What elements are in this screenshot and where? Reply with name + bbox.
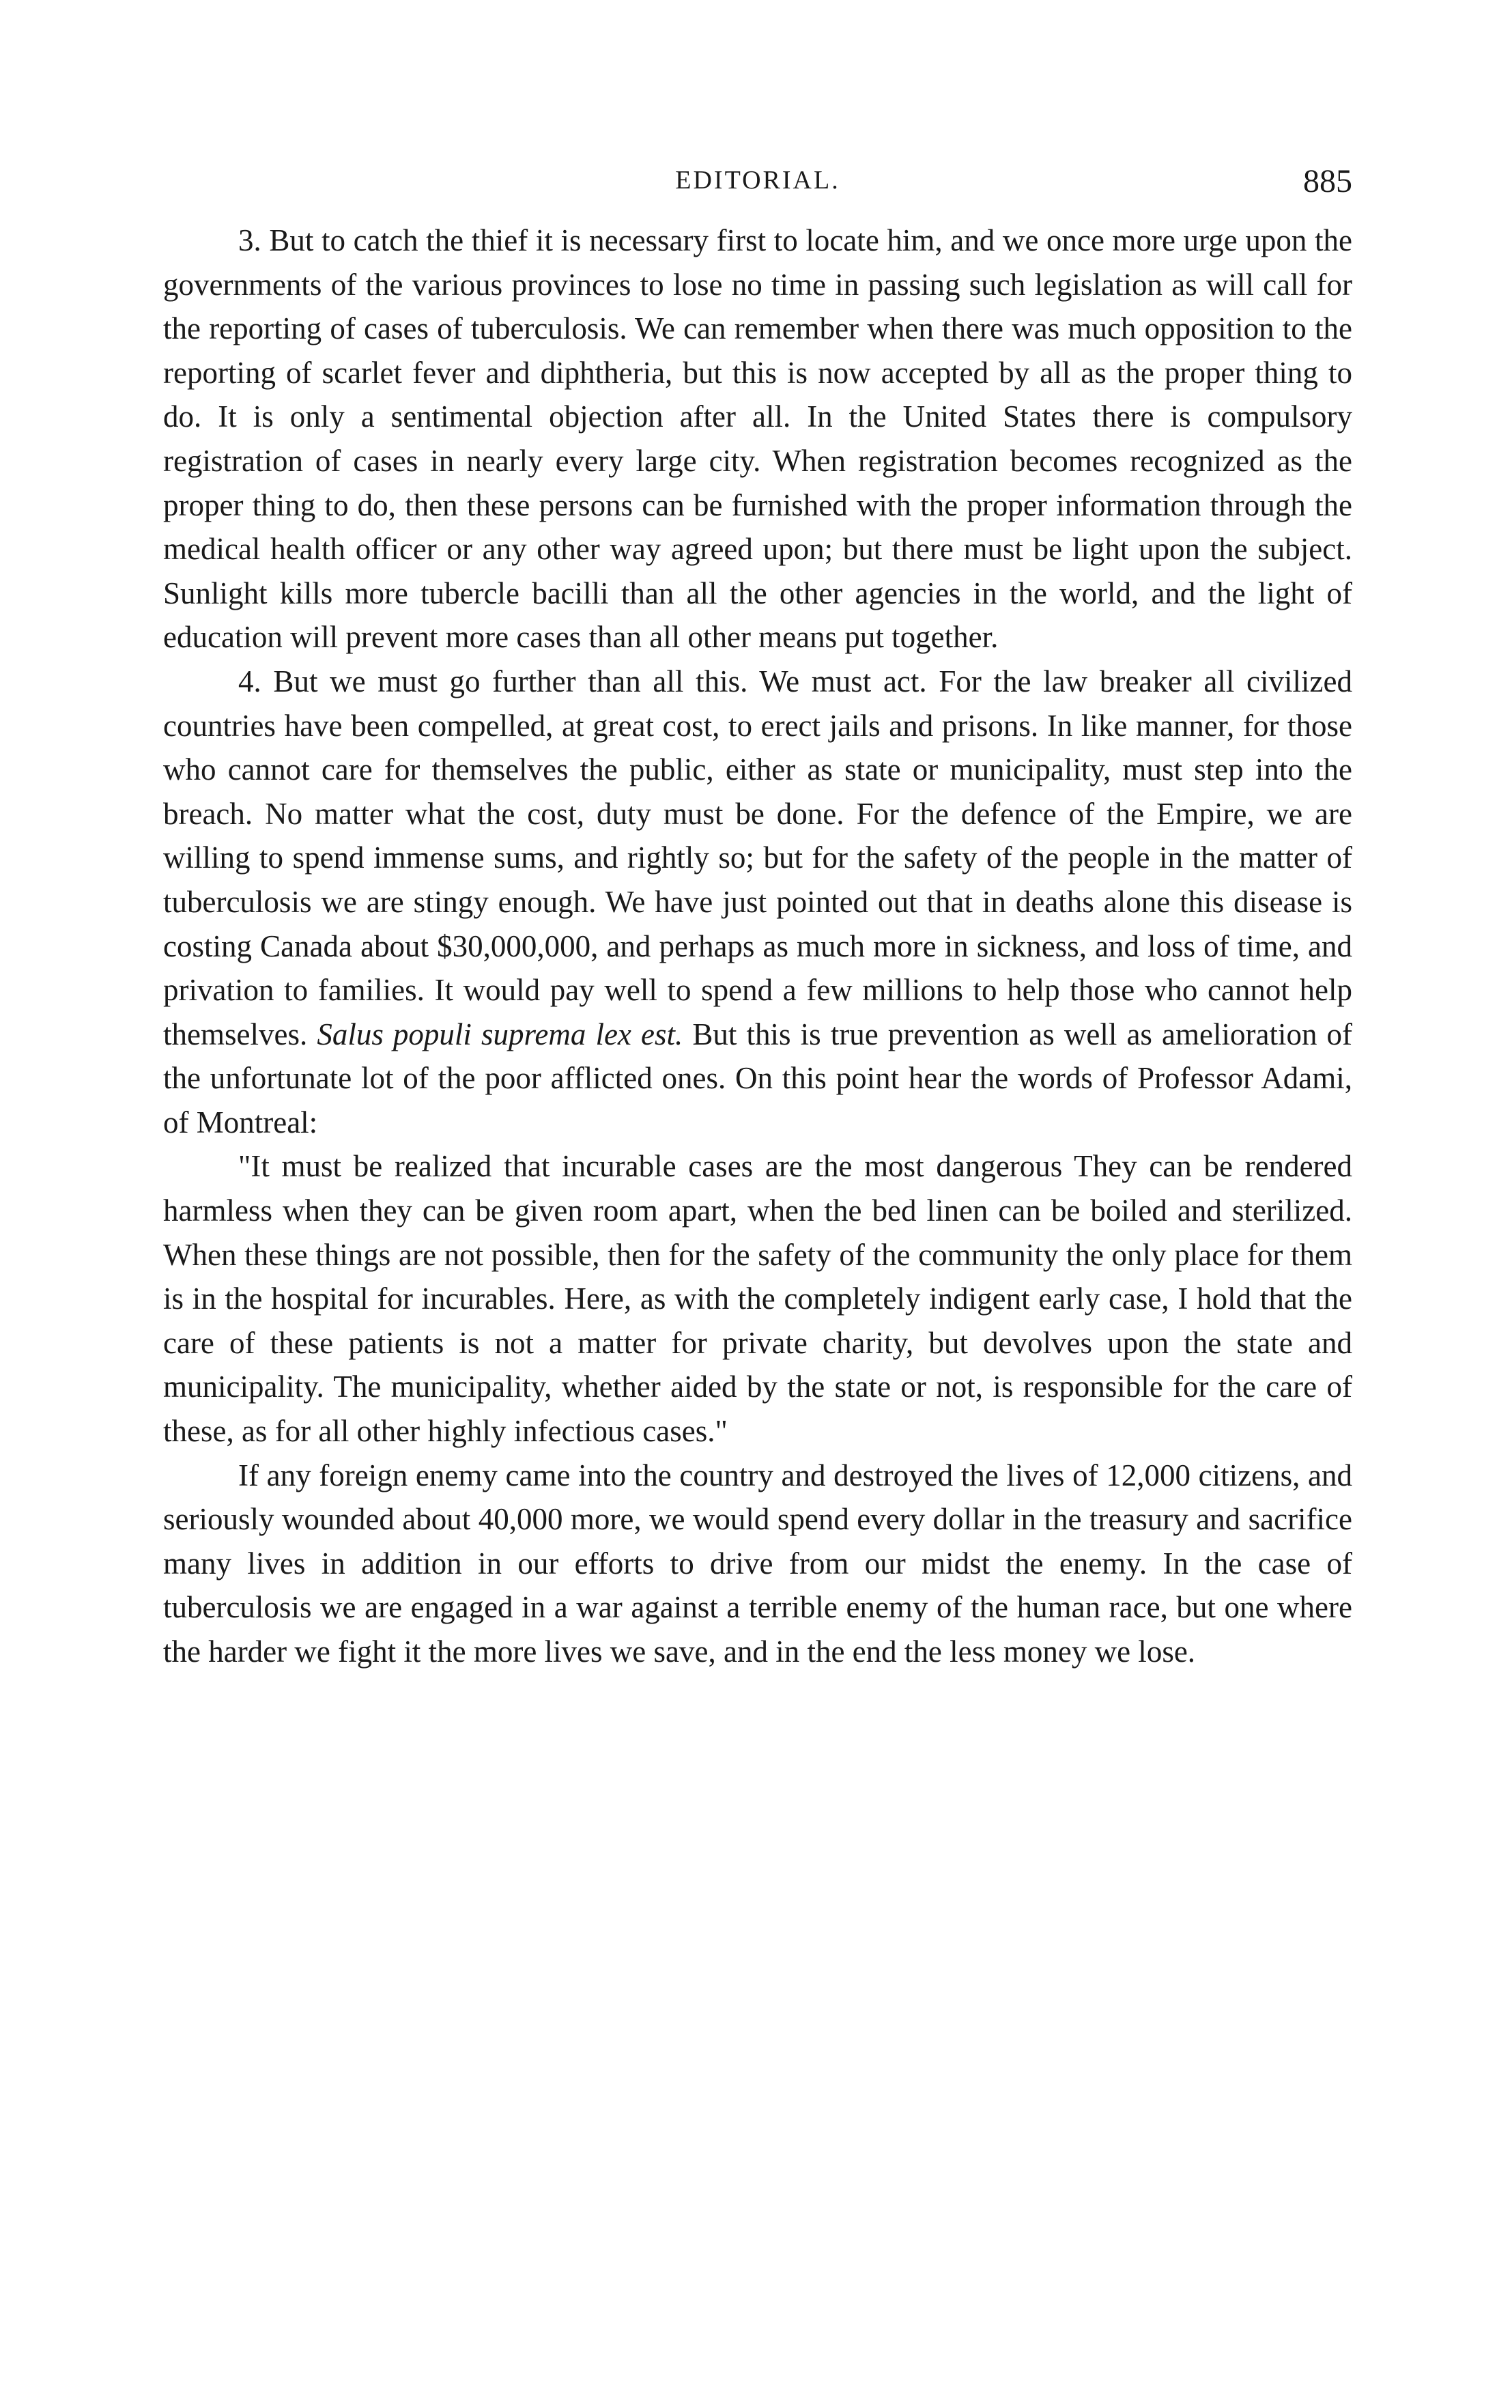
document-page bbox=[163, 0, 1352, 2408]
running-title: EDITORIAL. bbox=[675, 166, 840, 195]
paragraph-4 bbox=[163, 660, 1352, 1145]
paragraph-4-text: 4. But we must go further than all this. We must act. For the law breaker all civilized countries have been compelled, at great cost, to erect jails and prisons. In like manner, for those who cannot care for themselves the public, either as state or municipality, must step into the breach. No matter what the cost, duty must be done. For the defence of the Empire, we are willing to spend immense sums, and rightly so; but for the safety of the people in the matter of tuberculosis we are stingy enough. We have just pointed out that in deaths alone this disease is costing Canada about $30,000,000, and perhaps as much more in sickness, and loss of time, and privation to families. It would pay well to spend a few millions to help those who cannot help themselves. bbox=[163, 664, 1352, 1051]
paragraph-4-continuation: But this is true prevention as well as amelioration of the unfortunate lot of the poor afflicted ones. On this point hear the words of Professor Adami, of Montreal: bbox=[163, 1017, 1353, 1139]
paragraph-3: 3. But to catch the thief it is necessary first to locate him, and we once more urge upon the governments of the various provinces to lose no time in passing such legislation as will call for the reporting of cases of tuberculosis. We can remember when there was much opposition to the reporting of scarlet fever and diphtheria, but this is now accepted by all as the proper thing to do. It is only a sentimental objection after all. In the United States there is compulsory registration of cases in nearly every large city. When registration becomes recognized as the proper thing to do, then these persons can be furnished with the proper information through the medical health officer or any other way agreed upon; but there must be light upon the subject. Sunlight kills more tubercle bacilli than all the other agencies in the world, and the light of education will prevent more cases than all other means put together. bbox=[163, 223, 1352, 655]
body-text bbox=[163, 218, 1352, 1674]
adami-quotation: "It must be realized that incurable cases are the most dangerous They can be rendered harmless when they can be given room apart, when the bed linen can be boiled and sterilized. When these things are not possible, then for the safety of the community the only place for them is in the hospital for incurables. Here, as with the completely indigent early case, I hold that the care of these patients is not a matter for private charity, but devolves upon the state and municipality. The municipality, whether aided by the state or not, is responsible for the care of these, as for all other highly infectious cases." bbox=[163, 1149, 1352, 1449]
running-head bbox=[163, 165, 1352, 206]
page-number: 885 bbox=[1303, 163, 1352, 199]
latin-maxim: Salus populi suprema lex est. bbox=[317, 1017, 683, 1051]
closing-paragraph: If any foreign enemy came into the country and destroyed the lives of 12,000 citizens, and seriously wounded about 40,000 more, we would spend every dollar in the treasury and sacrifice many lives in addition in our efforts to drive from our midst the enemy. In the case of tuberculosis we are engaged in a war against a terrible enemy of the human race, but one where the harder we fight it the more lives we save, and in the end the less money we lose. bbox=[163, 1458, 1352, 1669]
